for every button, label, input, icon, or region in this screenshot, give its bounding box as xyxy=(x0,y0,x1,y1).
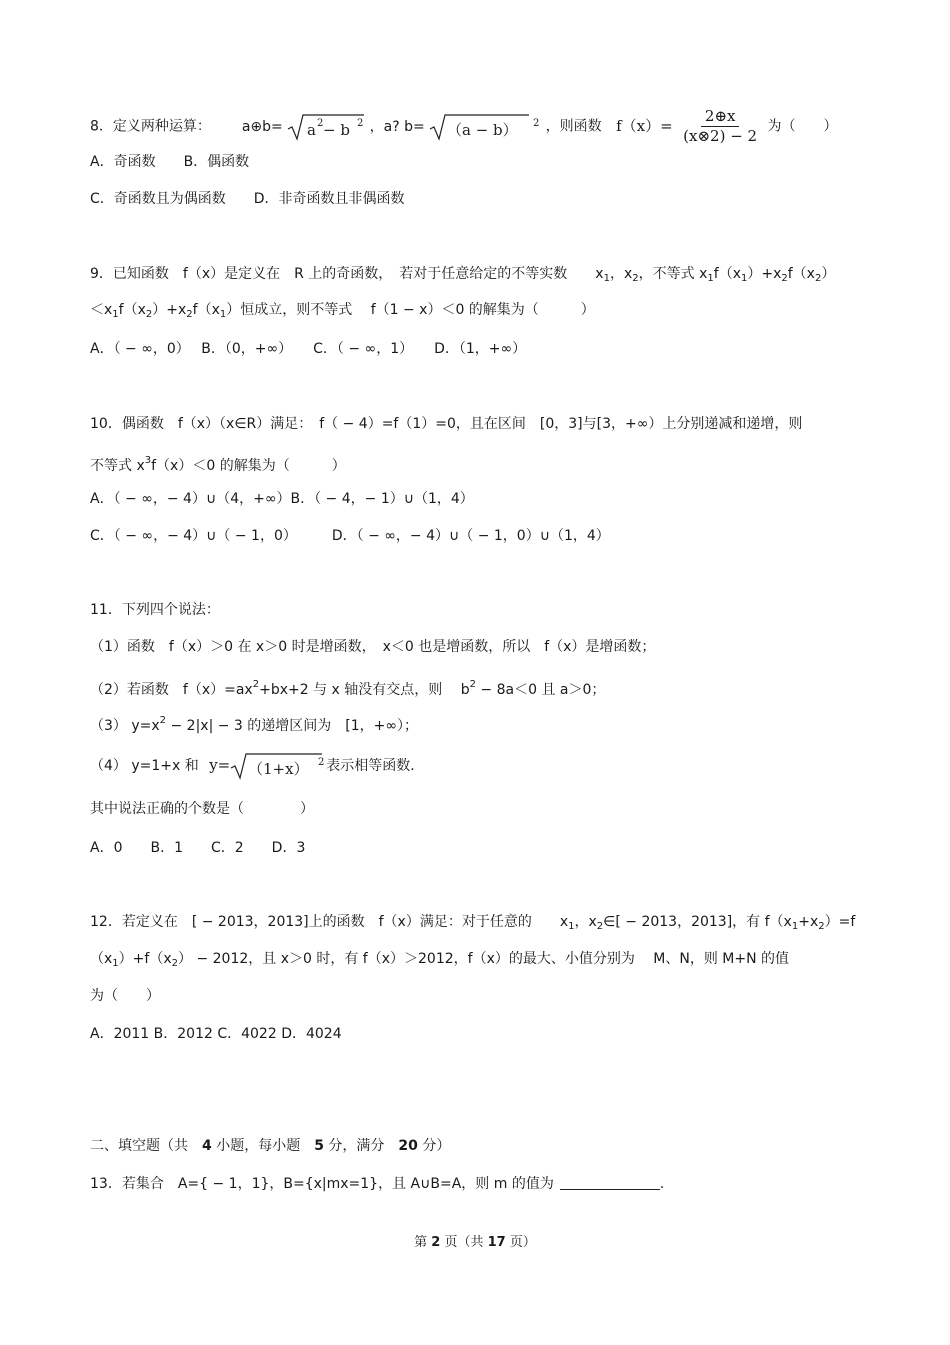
question-11-title: 11．下列四个说法： xyxy=(90,602,220,618)
svg-text:2: 2 xyxy=(357,117,364,129)
question-9-line-1: 9．已知函数 f（x）是定义在 R 上的奇函数， 若对于任意给定的不等实数 $x_1$，$x_2$，不等式 $x_1f(x_1)+x_2f(x_2)$ xyxy=(90,266,836,284)
operation-2: ，a? b= （a − b） 2 xyxy=(370,119,546,135)
question-12-line-3: 为（ ） xyxy=(90,988,160,1004)
question-8-stem: 8．定义两种运算： a⊕b= a 2 − b 2 ，a? b= （a − b） 2 ，则函数 f（x）= $\frac{2\oplus x}{(x\otimes 2) - 2}$ 为（ ） xyxy=(90,107,838,145)
svg-text:a: a xyxy=(307,120,317,139)
question-10-line-2: 不等式 $x^3f(x)<0$ 的解集为（ ） xyxy=(90,455,346,474)
question-12-line-2: $(x_1)+f(x_2) - 2012$，且 x＞0 时，有 f（x）＞2012，f（x）的最大、小值分别为 M、N，则 M+N 的值 xyxy=(90,951,790,969)
svg-text:2: 2 xyxy=(533,117,540,129)
question-12-options: A．2011 B．2012 C．4022 D．4024 xyxy=(90,1026,342,1042)
svg-text:（1+x）: （1+x） xyxy=(248,760,309,778)
question-8-options-cd: C．奇函数且为偶函数 D．非奇函数且非偶函数 xyxy=(90,191,405,207)
question-10-line-1: 10．偶函数 f（x）（x∈R）满足： f（ − 4）=f（1）=0，且在区间 [0，3]与[3，+∞）上分别递减和递增，则 xyxy=(90,416,803,432)
question-9-line-2: $<x_1f(x_2)+x_2f(x_1)$恒成立，则不等式 f（1 − x）＜0 的解集为（ ） xyxy=(90,302,595,320)
square-root-icon xyxy=(287,113,365,141)
square-root-icon xyxy=(230,752,326,780)
question-11-options: A．0 B．1 C．2 D．3 xyxy=(90,840,306,856)
question-12-line-1: 12．若定义在 [ − 2013，2013]上的函数 f（x）满足：对于任意的 $x_1$，$x_2\in[ - 2013$，2013]，有 $f(x_1+x_2)=f$ xyxy=(90,914,856,932)
fraction: $\frac{2\oplus x}{(x\otimes 2) - 2}$ xyxy=(683,107,758,145)
svg-text:2: 2 xyxy=(317,117,324,129)
question-11-statement-4: （4） y=1+x 和 y= （1+x） 2 表示相等函数. xyxy=(90,752,415,780)
question-13: 13．若集合 A={ − 1，1}，B={x|mx=1}，且 A∪B=A，则 m 的值为 . xyxy=(90,1176,665,1192)
question-8-options-ab: A．奇函数 B．偶函数 xyxy=(90,154,250,170)
page-footer: 第 2 页（共 17 页） xyxy=(414,1235,536,1250)
answer-blank[interactable] xyxy=(560,1175,660,1190)
question-11-ask: 其中说法正确的个数是（ ） xyxy=(90,801,314,817)
svg-text:2: 2 xyxy=(318,757,325,768)
question-9-options: A．（ − ∞，0） B．（0，+∞） C．（ − ∞，1） D．（1，+∞） xyxy=(90,341,527,357)
section-heading: 二、填空题（共 4 小题，每小题 5 分，满分 20 分） xyxy=(90,1138,451,1154)
svg-text:（a − b）: （a − b） xyxy=(447,120,518,139)
operation-1: a⊕b= a 2 − b 2 xyxy=(242,119,370,135)
question-11-statement-1: （1）函数 f（x）＞0 在 x＞0 时是增函数， x＜0 也是增函数，所以 f（x）是增函数； xyxy=(90,639,656,655)
question-11-statement-2: （2）若函数 $f(x)=ax^2+bx+2$ 与 x 轴没有交点，则 $b^2 - 8a<0$ 且 a＞0； xyxy=(90,679,606,698)
svg-text:− b: − b xyxy=(323,120,351,139)
question-10-options-ab: A．（ − ∞，− 4）∪（4，+∞）B．（ − 4，− 1）∪（1，4） xyxy=(90,491,474,507)
question-11-statement-3: （3） $y=x^2 - 2|x| - 3$ 的递增区间为 [1，+∞）； xyxy=(90,715,419,734)
question-10-options-cd: C．（ − ∞，− 4）∪（ − 1，0） D．（ − ∞，− 4）∪（ − 1，0）∪（1，4） xyxy=(90,528,610,544)
square-root-icon xyxy=(429,113,541,141)
